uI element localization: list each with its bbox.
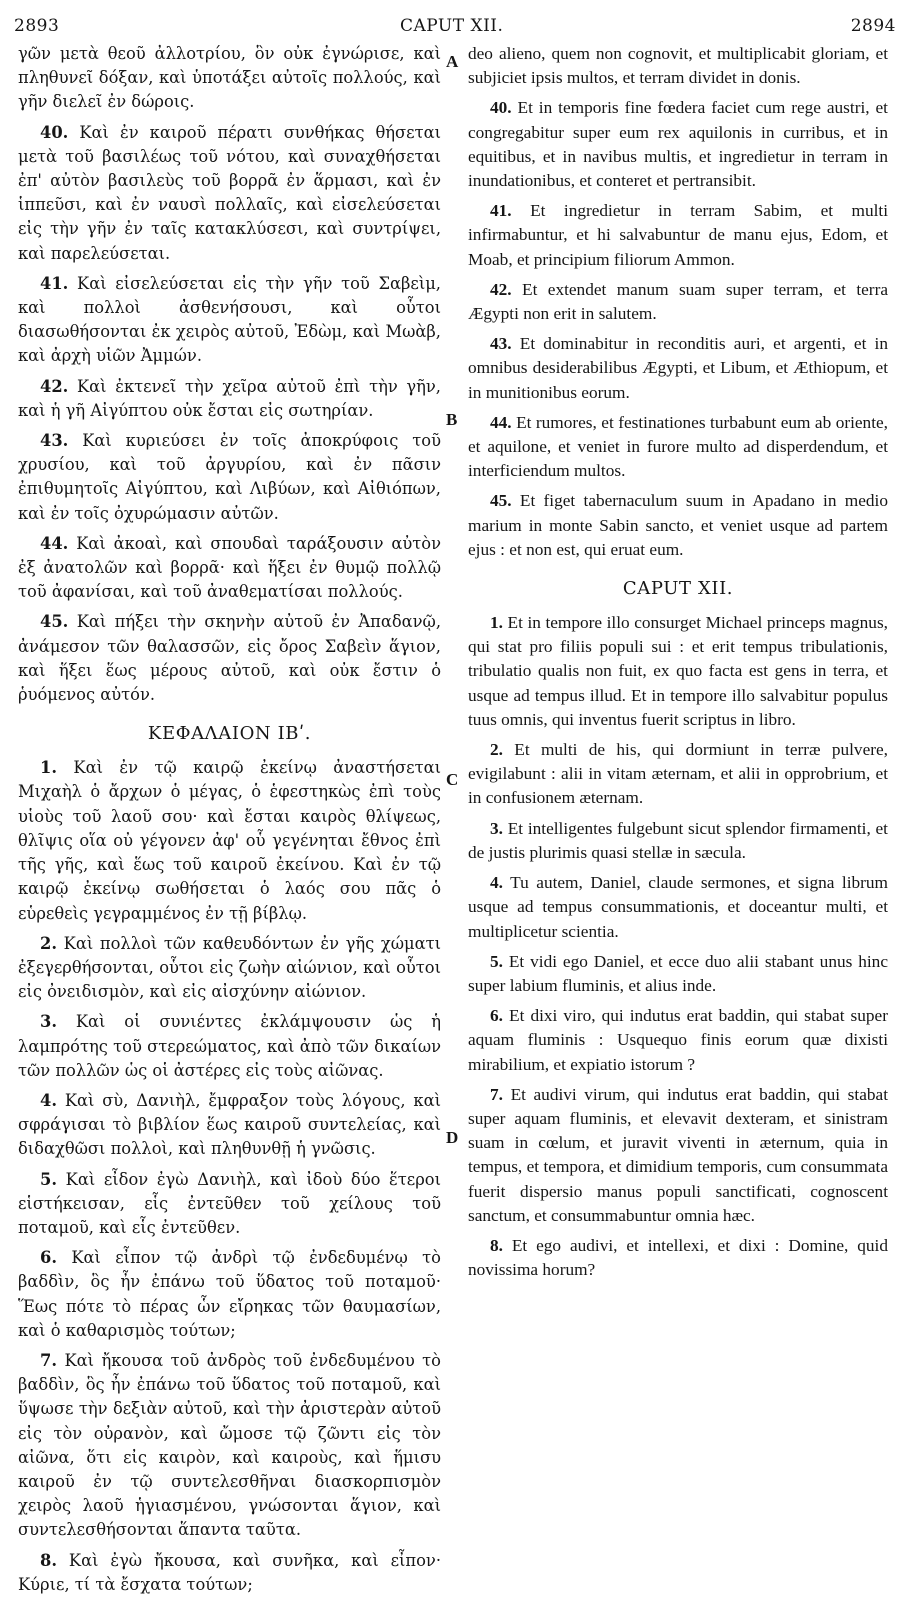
greek-verse-3: 3. Καὶ οἱ συνιέντες ἐκλάμψουσιν ὡς ἡ λαμπρότης τοῦ στερεώματος, καὶ ἀπὸ τῶν δικαίων τῶν πολλῶν ὡς οἱ ἀστέρες εἰς τοὺς αἰῶνας. (18, 1012, 442, 1080)
margin-marker-d: D (446, 1128, 459, 1147)
latin-verse-40: 40. Et in temporis fine fœdera faciet cum rege austri, et congregabitur super eum rex aquilonis in curribus, et in equitibus, et in navibus multis, et ingredietur in terram in inundationibus, et conteret et pertransibit. (468, 98, 888, 191)
latin-verse-39-continued: deo alieno, quem non cognovit, et multiplicabit gloriam, et subjiciet ipsis multos, et terram dividet in donis. (468, 44, 888, 88)
greek-verse-40: 40. Καὶ ἐν καιροῦ πέρατι συνθήκας θήσεται μετὰ τοῦ βασιλέως τοῦ νότου, καὶ συναχθήσεται ἐπ' αὐτὸν βασιλεὺς τοῦ βορρᾶ ἐν ἅρμασι, καὶ ἐν ἱππεῦσι, καὶ ἐν ναυσὶ πολλαῖς, καὶ εἰσελεύσεται εἰς τὴν γῆν ἐν ταῖς κατακλύσεσι, καὶ συντρίψει, καὶ παρελεύσεται. (18, 122, 441, 263)
greek-verse-45: 45. Καὶ πήξει τὴν σκηνὴν αὐτοῦ ἐν Ἀπαδανῷ, ἀνάμεσον τῶν θαλασσῶν, εἰς ὄρος Σαβεὶν ἅγιον, καὶ ἥξει ἕως μέρους αὐτοῦ, καὶ οὐκ ἔστιν ὁ ῥυόμενος αὐτόν. (18, 612, 441, 705)
latin-verse-2: 2. Et multi de his, qui dormiunt in terræ pulvere, evigilabunt : alii in vitam æternam, et alii in opprobrium, et in confusionem æternam. (468, 740, 888, 808)
latin-chapter-heading: CAPUT XII. (622, 578, 734, 600)
greek-chapter-heading: ΚΕΦΑΛΑΙΟΝ ΙΒʹ. (147, 723, 312, 745)
page-number-left: 2893 (14, 16, 60, 36)
greek-verse-4: 4. Καὶ σὺ, Δανιὴλ, ἔμφραξον τοὺς λόγους, καὶ σφράγισαι τὸ βιβλίον ἕως καιροῦ συντελείας, καὶ διδαχθῶσι πολλοὶ, καὶ πληθυνθῇ ἡ γνῶσις. (18, 1090, 441, 1159)
latin-verse-42: 42. Et extendet manum suam super terram, et terra Ægypti non erit in salutem. (468, 279, 888, 324)
latin-verse-44: 44. Et rumores, et festinationes turbabunt eum ab oriente, et aquilone, et veniet in furore multo ad disperdendum, et interficiendum multos. (468, 412, 888, 481)
latin-column (468, 42, 888, 1288)
latin-verse-3: 3. Et intelligentes fulgebunt sicut splendor firmamenti, et de justis plurimis quasi stellæ in sæcula. (468, 818, 888, 862)
latin-verse-41: 41. Et ingredietur in terram Sabim, et multi infirmabuntur, et hi salvabuntur de manu ejus, Edom, et Moab, et principium filiorum Ammon. (468, 201, 888, 269)
greek-verse-6: 6. Καὶ εἶπον τῷ ἀνδρὶ τῷ ἐνδεδυμένῳ τὸ βαδδὶν, ὃς ἦν ἐπάνω τοῦ ὕδατος τοῦ ποταμοῦ· Ἕως πότε τὸ πέρας ὧν εἴρηκας τῶν θαυμασίων, καὶ ὁ καθαρισμὸς τούτων; (18, 1248, 441, 1340)
greek-verse-2: 2. Καὶ πολλοὶ τῶν καθευδόντων ἐν γῆς χώματι ἐξεγερθήσονται, οὗτοι εἰς ζωὴν αἰώνιον, καὶ οὗτοι εἰς ὀνειδισμὸν, καὶ εἰς αἰσχύνην αἰώνιον. (18, 933, 441, 1002)
greek-verse-43: 43. Καὶ κυριεύσει ἐν τοῖς ἀποκρύφοις τοῦ χρυσίου, καὶ τοῦ ἀργυρίου, καὶ ἐν πᾶσιν ἐπιθυμητοῖς Αἰγύπτου, καὶ Λιβύων, καὶ Αἰθιόπων, καὶ ἐν τοῖς ὀχυρώμασιν αὐτῶν. (18, 431, 441, 523)
greek-verse-44: 44. Καὶ ἀκοαὶ, καὶ σπουδαὶ ταράξουσιν αὐτὸν ἐξ ἀνατολῶν καὶ βορρᾶ· καὶ ἥξει ἐν θυμῷ πολλῷ τοῦ ἀφανίσαι, καὶ τοῦ ἀναθεματίσαι πολλούς. (18, 533, 441, 602)
latin-verse-6: 6. Et dixi viro, qui indutus erat baddin, qui stabat super aquam fluminis : Usquequo finis eorum quæ dixisti mirabilium, et expiatio istorum ? (468, 1006, 888, 1074)
greek-verse-7: 7. Καὶ ἤκουσα τοῦ ἀνδρὸς τοῦ ἐνδεδυμένου τὸ βαδδὶν, ὃς ἦν ἐπάνω τοῦ ὕδατος τοῦ ποταμοῦ, καὶ ὕψωσε τὴν δεξιὰν αὐτοῦ, καὶ τὴν ἀριστερὰν αὐτοῦ εἰς τὸν οὐρανὸν, καὶ ὤμοσε τῷ ζῶντι εἰς τὸν αἰῶνα, ὅτι εἰς καιρὸν, καὶ καιροὺς, καὶ ἥμισυ καιροῦ ἐν τῷ συντελεσθῆναι διασκορπισμὸν χειρὸς λαοῦ ἡγιασμένου, γνώσονται ἅγιον, καὶ συντελεσθήσονται ἅπαντα ταῦτα. (18, 1350, 441, 1540)
greek-verse-5: 5. Καὶ εἶδον ἐγὼ Δανιὴλ, καὶ ἰδοὺ δύο ἕτεροι εἱστήκεισαν, εἷς ἐντεῦθεν τοῦ χείλους τοῦ ποταμοῦ, καὶ εἷς ἐντεῦθεν. (18, 1169, 441, 1237)
margin-marker-b: B (446, 410, 458, 429)
latin-verse-43: 43. Et dominabitur in reconditis auri, et argenti, et in omnibus desiderabilibus Ægypti, et Libum, et Æthiopum, et in munitionibus eorum. (468, 334, 888, 402)
greek-verse-1: 1. Καὶ ἐν τῷ καιρῷ ἐκείνῳ ἀναστήσεται Μιχαὴλ ὁ ἄρχων ὁ μέγας, ὁ ἑφεστηκὼς ἐπὶ τοὺς υἱοὺς τοῦ λαοῦ σου· καὶ ἔσται καιρὸς θλίψεως, θλῖψις οἵα οὐ γέγονεν ἀφ' οὗ γεγένηται ἔθνος ἐπὶ τῆς γῆς, καὶ ἕως τοῦ καιροῦ ἐκείνου. Καὶ ἐν τῷ καιρῷ ἐκείνῳ σωθήσεται ὁ λαός σου πᾶς ὁ εὑρεθεὶς γεγραμμένος ἐν τῇ βίβλῳ. (18, 758, 441, 923)
latin-verse-5: 5. Et vidi ego Daniel, et ecce duo alii stabant unus hinc super labium fluminis, et alius inde. (468, 951, 888, 995)
greek-verse-41: 41. Καὶ εἰσελεύσεται εἰς τὴν γῆν τοῦ Σαβεὶμ, καὶ πολλοὶ ἀσθενήσουσι, καὶ οὗτοι διασωθήσονται ἐκ χειρὸς αὐτοῦ, Ἐδὼμ, καὶ Μωὰβ, καὶ ἀρχὴ υἱῶν Ἀμμών. (18, 273, 441, 366)
greek-verse-8: 8. Καὶ ἐγὼ ἤκουσα, καὶ συνῆκα, καὶ εἶπον· Κύριε, τί τὰ ἔσχατα τούτων; (18, 1550, 441, 1594)
running-title: CAPUT XII. (400, 16, 504, 36)
latin-verse-7: 7. Et audivi virum, qui indutus erat baddin, qui stabat super aquam fluminis, et elevavit dexteram, et sinistram suam in cœlum, et juravit viventi in æternum, quia in tempus, et tempora, et dimidium temporis, cum consummata fuerit dispersio manus populi sanctificati, cognoscent sanctum, et consummabuntur omnia hæc. (468, 1084, 888, 1225)
greek-column (18, 42, 441, 1603)
greek-verse-39-continued: γῶν μετὰ θεοῦ ἀλλοτρίου, ὃν οὐκ ἐγνώρισε, καὶ πληθυνεῖ δόξαν, καὶ ὑποτάξει αὐτοῖς πολλούς, καὶ γῆν διελεῖ ἐν δώροις. (18, 44, 441, 112)
latin-verse-4: 4. Tu autem, Daniel, claude sermones, et signa librum usque ad tempus consummationis, et doceantur multi, et multiplicetur scientia. (468, 873, 888, 941)
greek-verse-42: 42. Καὶ ἐκτενεῖ τὴν χεῖρα αὐτοῦ ἐπὶ τὴν γῆν, καὶ ἡ γῆ Αἰγύπτου οὐκ ἔσται εἰς σωτηρίαν. (18, 376, 441, 420)
latin-verse-1: 1. Et in tempore illo consurget Michael princeps magnus, qui stat pro filiis populi sui : et erit tempus tribulationis, tribulatio qualis non fuit, ex quo facta est gens in terra, et usque ad tempus illud. Et in tempore illo salvabitur populus tuus omnis, qui inventus fuerit scriptus in libro. (468, 613, 888, 729)
margin-marker-c: C (446, 770, 459, 789)
latin-verse-8: 8. Et ego audivi, et intellexi, et dixi : Domine, quid novissima horum? (468, 1235, 888, 1280)
latin-verse-45: 45. Et figet tabernaculum suum in Apadano in medio marium in monte Sabin sancto, et veniet usque ad partem ejus : et non est, qui eruat eum. (468, 491, 888, 559)
margin-marker-a: A (446, 52, 459, 71)
page-header (0, 16, 910, 40)
page-number-right: 2894 (850, 16, 896, 36)
